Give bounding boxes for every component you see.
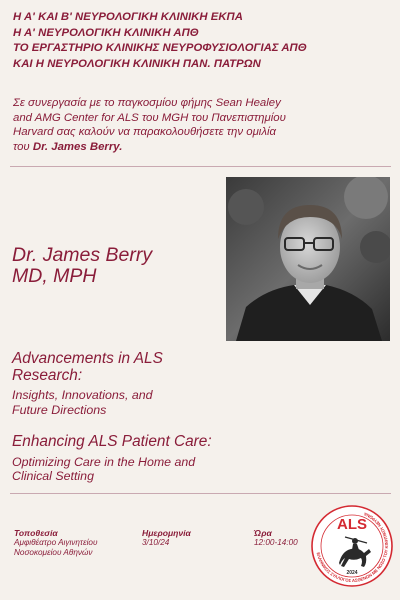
organizer-line: ΤΟ ΕΡΓΑΣΤΗΡΙΟ ΚΛΙΝΙΚΗΣ ΝΕΥΡΟΦΥΣΙΟΛΟΓΙΑΣ ΑΠΘ [13,42,307,54]
talk-subtitle: Future Directions [12,402,107,417]
talk-title: Enhancing ALS Patient Care: [12,433,212,450]
organizers-header [13,10,391,72]
speaker-credentials: MD, MPH [12,265,97,287]
speaker-name-block [12,245,152,287]
talk-2 [12,434,272,484]
talk-1 [12,351,272,417]
invitation-prefix: του [13,140,33,153]
invitation-line: and AMG Center for ALS του MGH του Πανεπιστημίου [13,111,286,124]
als-association-logo [309,503,395,589]
location-info [14,528,97,558]
time-label: Ώρα [254,528,272,538]
talk-title: Research: [12,366,83,384]
talk-subtitle: Insights, Innovations, and [12,388,153,402]
invitation-text [13,96,393,154]
invitation-line [13,140,393,155]
location-value: Νοσοκομείου Αθηνών [14,548,93,557]
talk-title: Advancements in ALS [12,350,163,367]
speaker-photo [226,177,390,341]
invitation-line: Σε συνεργασία με το παγκοσμίου φήμης Sean Healey [13,97,281,109]
speaker-name: Dr. James Berry [12,244,153,266]
divider [10,166,391,167]
organizer-line: Η Α' ΚΑΙ Β' ΝΕΥΡΟΛΟΓΙΚΗ ΚΛΙΝΙΚΗ ΕΚΠΑ [13,11,243,23]
time-value: 12:00-14:00 [254,538,298,547]
talk-subtitle: Clinical Setting [12,469,94,483]
invitation-speaker: Dr. James Berry. [32,140,123,153]
divider [10,493,391,494]
date-info [142,528,191,548]
logo-year: 2024 [346,570,358,576]
invitation-line: Harvard σας καλούν να παρακολουθήσετε την ομιλία [13,126,276,139]
location-label: Τοποθεσία [14,528,58,538]
talk-subtitle: Optimizing Care in the Home and [12,454,196,469]
date-label: Ημερομηνία [142,528,191,538]
logo-text: ALS [337,516,367,533]
organizer-line: ΚΑΙ Η ΝΕΥΡΟΛΟΓΙΚΗ ΚΛΙΝΙΚΗ ΠΑΝ. ΠΑΤΡΩΝ [13,57,261,70]
logo-ring-text: ΕΛΛΗΝΙΚΟΣ ΣΥΛΛΟΓΟΣ ΑΣΘΕΝΩΝ ΜΕ ΝΟΣΟ ΤΟΥ ΚΙΝΗΤΙΚΟΥ ΝΕΥΡΩΝΑ [315,511,390,584]
organizer-line: Η Α' ΝΕΥΡΟΛΟΓΙΚΗ ΚΛΙΝΙΚΗ ΑΠΘ [13,26,199,39]
date-value: 3/10/24 [142,538,170,547]
location-value: Αμφιθέατρο Αιγινητείου [14,538,98,547]
time-info [254,528,298,548]
